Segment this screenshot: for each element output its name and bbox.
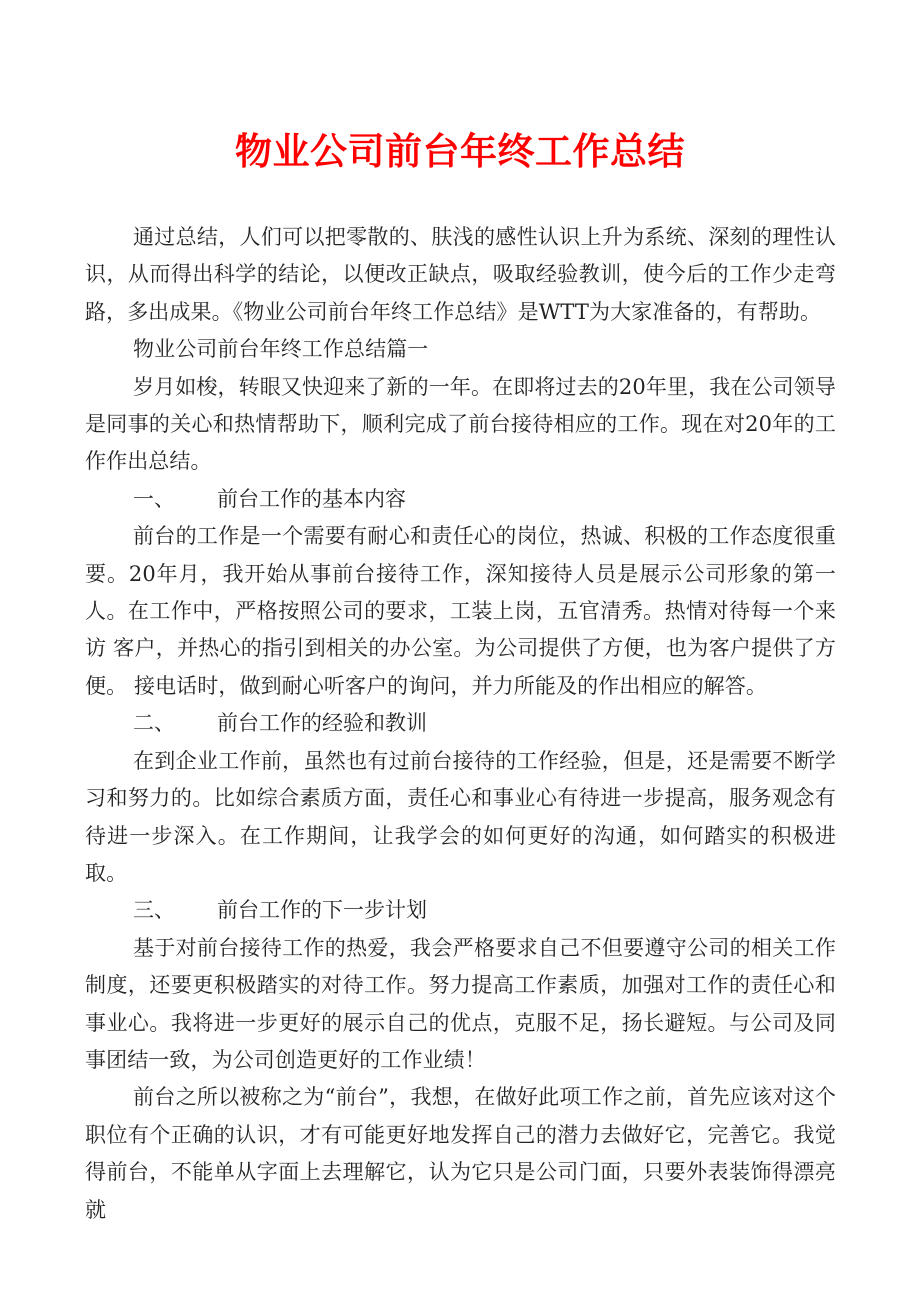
- section-heading-3: [85, 892, 836, 929]
- section-number: 三、: [133, 898, 175, 923]
- paragraph: 岁月如梭，转眼又快迎来了新的一年。在即将过去的20年里，我在公司领导是同事的关心和热情帮助下，顺利完成了前台接待相应的工作。现在对20年的工 作作出总结。: [85, 374, 836, 474]
- paragraph: 前台的工作是一个需要有耐心和责任心的岗位，热诚、积极的工作态度很重要。20年月，我开始从事前台接待工作，深知接待人员是展示公司形象的第一 人。在工作中，严格按照公司的要求，工装上岗，五官清秀。热情对待每一个来访 客户，并热心的指引到相关的办公室。为公司提供了方便，也为客户提供了方便。 接电话时，做到耐心听客户的询问，并力所能及的作出相应的解答。: [85, 524, 836, 698]
- section-heading-text: 前台工作的经验和教训: [217, 711, 427, 736]
- document-body: [85, 219, 836, 1229]
- section-heading-2: [85, 705, 836, 742]
- section-heading-text: 前台工作的基本内容: [217, 486, 406, 511]
- paragraph: 在到企业工作前，虽然也有过前台接待的工作经验，但是，还是需要不断学习和努力的。比如综合素质方面，责任心和事业心有待进一步提高，服务观念有待进一步深入。在工作期间，让我学会的如何更好的沟通，如何踏实的积极进取。: [85, 748, 836, 885]
- section-number: 一、: [133, 486, 175, 511]
- section-heading-text: 前台工作的下一步计划: [217, 898, 427, 923]
- paragraph: 前台之所以被称之为“前台”，我想，在做好此项工作之前，首先应该对这个职位有个正确的认识，才有可能更好地发挥自己的潜力去做好它，完善它。我觉得前台，不能单从字面上去理解它，认为它只是公司门面，只要外表装饰得漂亮就: [85, 1085, 836, 1222]
- section-number: 二、: [133, 711, 175, 736]
- section-heading-1: [85, 481, 836, 518]
- document-title: 物业公司前台年终工作总结: [235, 129, 685, 173]
- paragraph-section-label: 物业公司前台年终工作总结篇一: [133, 337, 429, 362]
- paragraph: 基于对前台接待工作的热爱，我会严格要求自己不但要遵守公司的相关工作制度，还要更积极踏实的对待工作。努力提高工作素质，加强对工作的责任心和事业心。我将进一步更好的展示自己的优点，克服不足，扬长避短。与公司及同事团结一致，为公司创造更好的工作业绩！: [85, 935, 836, 1072]
- paragraph: 通过总结，人们可以把零散的、肤浅的感性认识上升为系统、深刻的理性认识，从而得出科学的结论，以便改正缺点，吸取经验教训，使今后的工作少走弯 路，多出成果。《物业公司前台年终工作总结》是WTT为大家准备的，有帮助。: [85, 225, 836, 324]
